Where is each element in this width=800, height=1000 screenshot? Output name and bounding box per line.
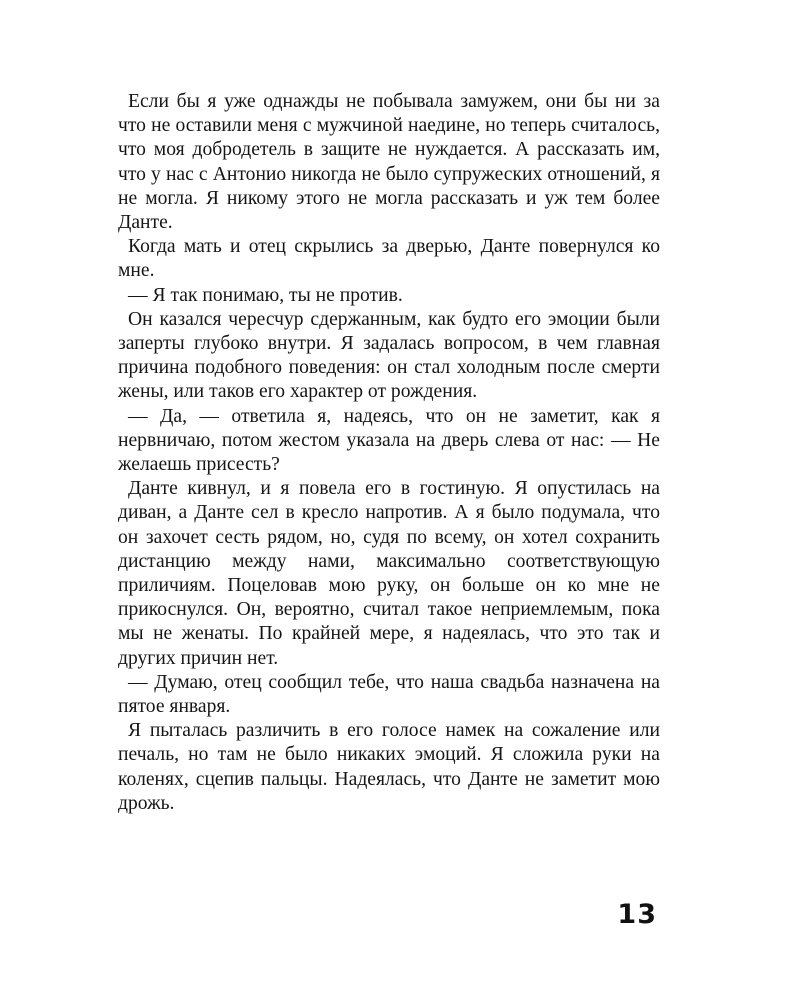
paragraph-1: Если бы я уже однажды не побывала замужем, они бы ни за что не оставили меня с мужчиной наедине, но теперь считалось, что моя добродетель в защите не нуждается. А рассказать им, что у нас с Антонио никогда не было супружеских отношений, я не могла. Я никому этого не могла рассказать и уж тем более Данте.: [118, 91, 660, 234]
paragraph-3: — Я так понимаю, ты не против.: [128, 284, 403, 306]
paragraph-2: Когда мать и отец скрылись за дверью, Данте повернулся ко мне.: [118, 236, 660, 282]
paragraph-6: Данте кивнул, и я повела его в гостиную. Я опустилась на диван, а Данте сел в кресло напротив. А я было подумала, что он захочет сесть рядом, но, судя по всему, он хотел сохранить дистанцию между нами, максимально соответствующую приличиям. Поцеловав мою руку, он больше он ко мне не прикоснулся. Он, вероятно, считал такое неприемлемым, пока мы не женаты. По крайней мере, я надеялась, что это так и других причин нет.: [118, 478, 660, 669]
paragraph-7: — Думаю, отец сообщил тебе, что наша свадьба назначена на пятое января.: [118, 671, 660, 718]
paragraph-8: Я пыталась различить в его голосе намек на сожаление или печаль, но там не было никаких эмоций. Я сложила руки на коленях, сцепив пальцы. Надеялась, что Данте не заметит мою дрожь.: [118, 720, 660, 814]
page-number: 13: [617, 899, 657, 930]
paragraph-5: — Да, — ответила я, надеясь, что он не заметит, как я нервничаю, потом жестом указала на дверь слева от нас: — Не желаешь присесть?: [118, 405, 660, 476]
paragraph-4: Он казался чересчур сдержанным, как будто его эмоции были заперты глубоко внутри. Я задалась вопросом, в чем главная причина подобного поведения: он стал холодным после смерти жены, или таков его характер от рождения.: [118, 308, 660, 403]
body-text: [118, 90, 660, 816]
